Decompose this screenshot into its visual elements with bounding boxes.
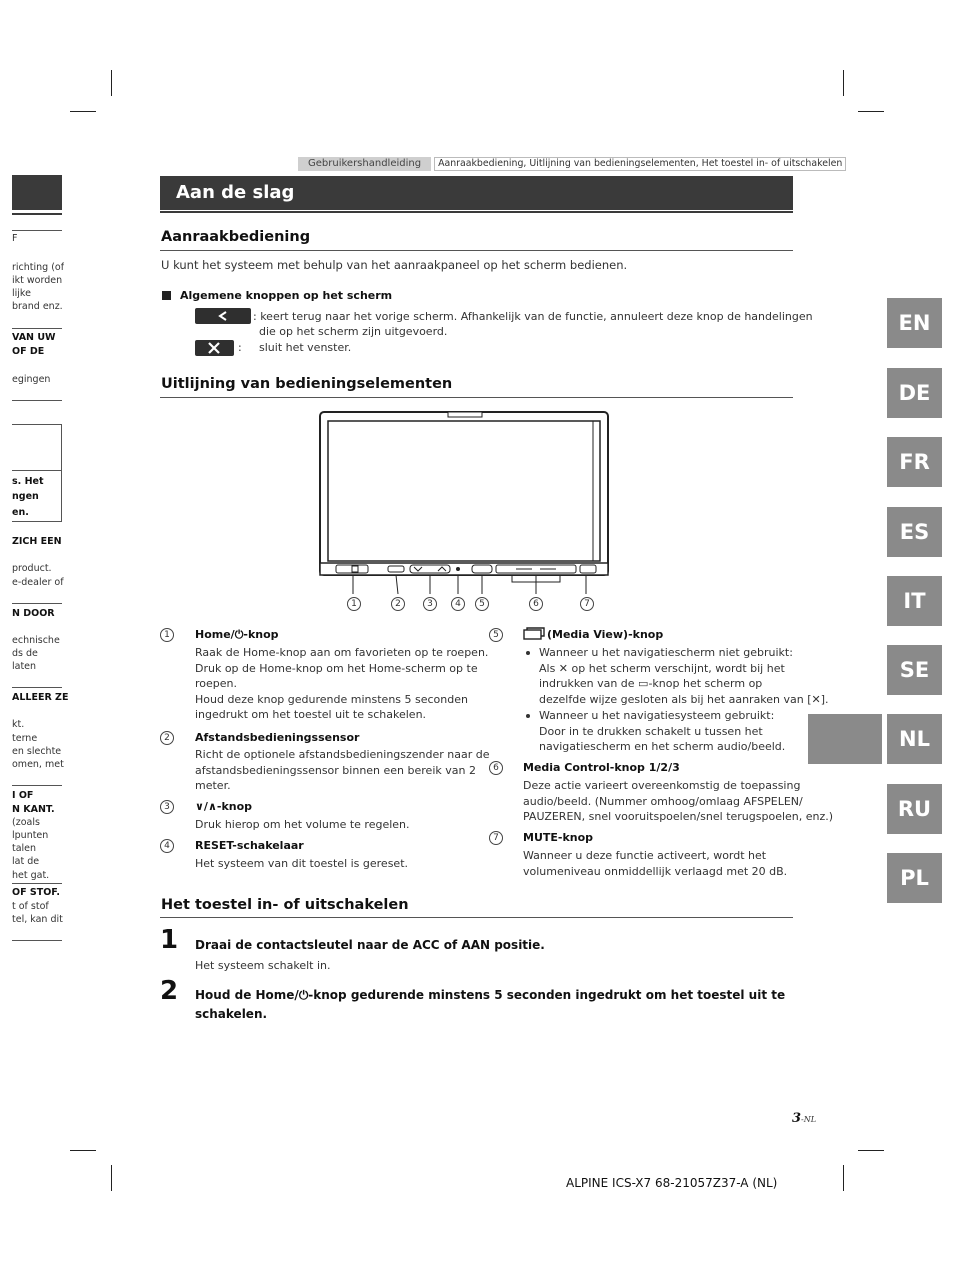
item-num-1: 1 <box>160 628 174 642</box>
page-suffix: -NL <box>801 1115 817 1124</box>
item-text-media-view-1: Wanneer u het navigatiescherm niet gebruikt: Als ✕ op het scherm verschijnt, wordt bij het indrukken van de ▭-knop het scherm op dezelfde wijze gesloten als bij het aanraken van [✕]. <box>539 646 829 706</box>
close-button <box>195 340 234 356</box>
close-button-colon: : <box>238 341 242 354</box>
lang-tab-nl[interactable]: NL <box>887 714 942 764</box>
breadcrumb-manual[interactable]: Gebruikershandleiding <box>298 157 431 171</box>
step-1-text: Draai de contactsleutel naar de ACC of AAN positie. <box>195 938 545 952</box>
sidebar-text: lat de <box>12 856 40 867</box>
sidebar-text: N DOOR <box>12 608 55 619</box>
item-num-4: 4 <box>160 839 174 853</box>
device-diagram <box>318 410 610 620</box>
sidebar-text: ds de <box>12 648 38 659</box>
sidebar-text: kt. <box>12 719 25 730</box>
back-button-desc: : keert terug naar het vorige scherm. Afhankelijk van de functie, annuleert deze knop de handelingen <box>253 310 813 323</box>
section-heading-layout: Uitlijning van bedieningselementen <box>161 376 453 392</box>
section-heading-touch: Aanraakbediening <box>161 229 311 245</box>
item-title-sensor: Afstandsbedieningssensor <box>195 731 360 744</box>
callout-3: 3 <box>423 597 437 611</box>
page-title: Aan de slag <box>176 182 295 203</box>
chevron-left-icon <box>195 308 251 324</box>
callout-1: 1 <box>347 597 361 611</box>
touch-subheading: Algemene knoppen op het scherm <box>180 289 393 302</box>
item-num-6: 6 <box>489 761 503 775</box>
item-title-reset: RESET-schakelaar <box>195 839 304 852</box>
sidebar-text: product. <box>12 563 52 574</box>
sidebar-text: F <box>12 233 18 244</box>
sidebar-block <box>12 175 62 210</box>
sidebar-text: ngen <box>12 491 39 502</box>
sidebar-text: t of stof <box>12 901 49 912</box>
chapter-banner <box>160 176 793 210</box>
lang-tab-active-marker <box>808 714 882 764</box>
sidebar-text: het gat. <box>12 870 50 881</box>
close-button-desc: sluit het venster. <box>259 341 352 354</box>
lang-tab-es[interactable]: ES <box>887 507 942 557</box>
sidebar-text: ZICH EEN <box>12 536 62 547</box>
callout-4: 4 <box>451 597 465 611</box>
sidebar-text: lpunten <box>12 830 49 841</box>
callout-5: 5 <box>475 597 489 611</box>
sidebar-text: ALLEER ZE <box>12 692 69 703</box>
callout-7: 7 <box>580 597 594 611</box>
page-number: 3 <box>792 1111 802 1126</box>
square-bullet-icon <box>162 291 171 300</box>
item-title-volume: ∨/∧-knop <box>195 800 253 813</box>
sidebar-text: richting (of <box>12 262 65 273</box>
bullet-icon <box>526 714 530 718</box>
item-text-sensor: Richt de optionele afstandsbedieningszender naar de afstandsbedieningssensor binnen een bereik van 2 meter. <box>195 748 490 792</box>
back-button <box>195 308 251 324</box>
lang-tab-de[interactable]: DE <box>887 368 942 418</box>
sidebar-text: en. <box>12 507 29 518</box>
document-reference: ALPINE ICS-X7 68-21057Z37-A (NL) <box>566 1176 778 1190</box>
sidebar-text: OF DE <box>12 346 45 357</box>
sidebar-text: laten <box>12 661 37 672</box>
item-title-media-control: Media Control-knop 1/2/3 <box>523 761 680 774</box>
breadcrumb-topics[interactable]: Aanraakbediening, Uitlijning van bedieningselementen, Het toestel in- of uitschakelen <box>434 157 846 171</box>
item-text-reset: Het systeem van dit toestel is gereset. <box>195 857 409 870</box>
lang-tab-fr[interactable]: FR <box>887 437 942 487</box>
lang-tab-en[interactable]: EN <box>887 298 942 348</box>
lang-tab-it[interactable]: IT <box>887 576 942 626</box>
back-button-desc-cont: die op het scherm zijn uitgevoerd. <box>259 325 448 338</box>
item-text-media-view-2: Wanneer u het navigatiesysteem gebruikt: Door in te drukken schakelt u tussen het navigatiescherm en het scherm audio/beeld. <box>539 709 786 753</box>
item-text-mute: Wanneer u deze functie activeert, wordt het volumeniveau onmiddellijk verlaagd met 20 dB. <box>523 849 788 878</box>
item-title-mute: MUTE-knop <box>523 831 594 844</box>
sidebar-text: e-dealer of <box>12 577 64 588</box>
sidebar-text: VAN UW <box>12 332 56 343</box>
item-num-2: 2 <box>160 731 174 745</box>
item-num-5: 5 <box>489 628 503 642</box>
sidebar-text: en slechte <box>12 746 62 757</box>
breadcrumb <box>298 157 846 171</box>
sidebar-text: N KANT. <box>12 804 55 815</box>
item-text-media-control: Deze actie varieert overeenkomstig de toepassing audio/beeld. (Nummer omhoog/omlaag AFSPELEN/ PAUZEREN, snel vooruitspoelen/snel terugspoelen, enz.) <box>523 779 834 823</box>
lang-tab-se[interactable]: SE <box>887 645 942 695</box>
sidebar-text: talen <box>12 843 37 854</box>
touch-intro: U kunt het systeem met behulp van het aanraakpaneel op het scherm bedienen. <box>161 258 628 272</box>
sidebar-text: (zoals <box>12 817 40 828</box>
sidebar-text: egingen <box>12 374 51 385</box>
step-2-text: Houd de Home/⏻-knop gedurende minstens 5 seconden ingedrukt om het toestel uit te schakelen. <box>195 988 786 1021</box>
sidebar-text: ikt worden <box>12 275 63 286</box>
callout-2: 2 <box>391 597 405 611</box>
lang-tab-pl[interactable]: PL <box>887 853 942 903</box>
close-icon <box>195 340 234 356</box>
item-title-media-view: (Media View)-knop <box>547 628 664 641</box>
step-number-1: 1 <box>160 925 179 955</box>
item-title-home: Home/⏻-knop <box>195 628 279 641</box>
sidebar-text: OF STOF. <box>12 887 60 898</box>
lang-tab-ru[interactable]: RU <box>887 784 942 834</box>
section-heading-power: Het toestel in- of uitschakelen <box>161 897 409 913</box>
sidebar-text: I OF <box>12 790 34 801</box>
sidebar-text: brand enz. <box>12 301 63 312</box>
media-view-icon <box>523 627 545 640</box>
item-text-volume: Druk hierop om het volume te regelen. <box>195 818 410 831</box>
sidebar-text: s. Het <box>12 476 44 487</box>
item-text-home: Raak de Home-knop aan om favorieten op te roepen. Druk op de Home-knop om het Home-scherm op te roepen. Houd deze knop gedurende minstens 5 seconden ingedrukt om het toestel uit te schakelen. <box>195 646 489 721</box>
sidebar-text: lijke <box>12 288 31 299</box>
step-1-sub: Het systeem schakelt in. <box>195 959 331 972</box>
sidebar-text: omen, met <box>12 759 64 770</box>
step-number-2: 2 <box>160 976 179 1006</box>
item-num-3: 3 <box>160 800 174 814</box>
sidebar-text: tel, kan dit <box>12 914 63 925</box>
sidebar-text: terne <box>12 733 38 744</box>
callout-6: 6 <box>529 597 543 611</box>
bullet-icon <box>526 651 530 655</box>
item-num-7: 7 <box>489 831 503 845</box>
sidebar-text: echnische <box>12 635 60 646</box>
